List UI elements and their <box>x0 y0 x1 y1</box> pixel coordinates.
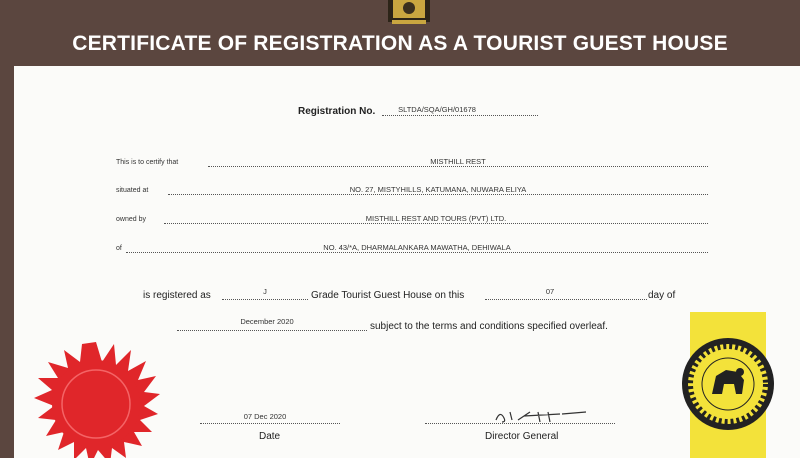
registration-number: SLTDA/SQA/GH/01678 <box>398 105 476 114</box>
date-dots <box>200 423 340 424</box>
owner-dots <box>164 223 708 224</box>
grade-suffix: Grade Tourist Guest House on this <box>311 290 465 301</box>
grade-value: J <box>263 287 267 296</box>
month-year: December 2020 <box>240 317 294 326</box>
red-seal-icon <box>32 340 160 458</box>
grade-dots <box>222 299 308 300</box>
day-dots <box>485 299 647 300</box>
certificate-title: CERTIFICATE OF REGISTRATION AS A TOURIST GUEST HOUSE <box>72 32 728 55</box>
subject-text: subject to the terms and conditions specified overleaf. <box>370 321 608 332</box>
day-label: day of <box>648 290 676 301</box>
day-value: 07 <box>545 287 555 296</box>
signature-icon <box>490 406 590 426</box>
signatory-label: Director General <box>485 431 559 442</box>
certify-label: This is to certify that <box>116 159 179 166</box>
owner-address: NO. 43/*A, DHARMALANKARA MAWATHA, DEHIWALA <box>323 243 511 252</box>
registration-dots <box>382 115 538 116</box>
owner-address-dots <box>126 252 708 253</box>
owner-name: MISTHILL REST AND TOURS (PVT) LTD. <box>365 214 507 223</box>
date-label: Date <box>259 431 281 442</box>
of-label: of <box>116 245 122 252</box>
guest-house-name: MISTHILL REST <box>430 157 486 166</box>
guest-house-address: NO. 27, MISTYHILLS, KATUMANA, NUWARA ELIYA <box>349 185 527 194</box>
registered-label: is registered as <box>143 290 211 301</box>
owned-label: owned by <box>116 216 146 223</box>
tourism-seal-icon <box>680 336 776 432</box>
name-dots <box>208 166 708 167</box>
situated-label: situated at <box>116 187 149 194</box>
signed-date: 07 Dec 2020 <box>243 412 287 421</box>
address-dots <box>168 194 708 195</box>
month-dots <box>177 330 367 331</box>
emblem-icon <box>384 0 434 26</box>
registration-label: Registration No. <box>298 106 376 117</box>
